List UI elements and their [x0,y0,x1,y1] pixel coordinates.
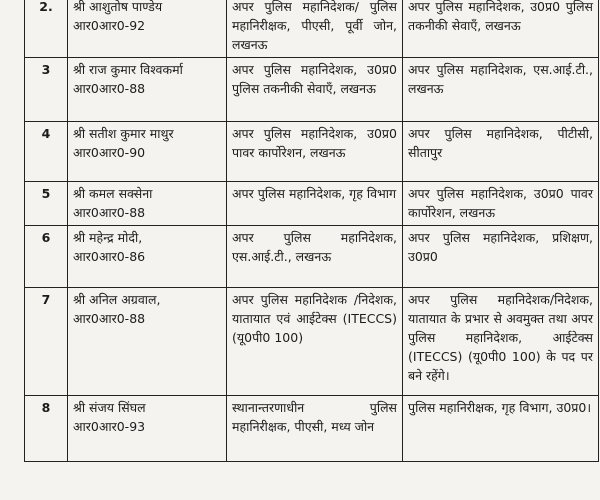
officer-name: श्री कमल सक्सेना [73,186,153,201]
officer-cell [68,122,227,182]
current-posting: अपर पुलिस महानिदेशक, एस.आई.टी., लखनऊ [227,226,403,288]
new-posting: अपर पुलिस महानिदेशक, प्रशिक्षण, उ0प्र0 [403,226,599,288]
officer-name: श्री आशुतोष पाण्डेय [73,0,163,14]
officer-transfer-table [24,0,599,462]
table-row [25,226,599,288]
officer-cell [68,396,227,462]
current-posting: अपर पुलिस महानिदेशक, उ0प्र0 पुलिस तकनीकी सेवाएँ, लखनऊ [227,58,403,122]
serial-number: 5 [25,182,68,226]
serial-number: 7 [25,288,68,396]
officer-name: श्री संजय सिंघल [73,400,146,415]
current-posting: अपर पुलिस महानिदेशक /निदेशक, यातायात एवं आईटेक्स (ITECCS) (यू0पी0 100) [227,288,403,396]
current-posting: अपर पुलिस महानिदेशक, गृह विभाग [227,182,403,226]
table-row [25,288,599,396]
table-row [25,58,599,122]
officer-cell [68,0,227,58]
batch-code: आर0आर0-93 [73,419,146,434]
serial-number: 8 [25,396,68,462]
officer-name: श्री राज कुमार विश्वकर्मा [73,62,183,77]
new-posting: अपर पुलिस महानिदेशक, उ0प्र0 पावर कार्पोरेशन, लखनऊ [403,182,599,226]
new-posting: अपर पुलिस महानिदेशक, एस.आई.टी., लखनऊ [403,58,599,122]
current-posting: अपर पुलिस महानिदेशक, उ0प्र0 पावर कार्पोरेशन, लखनऊ [227,122,403,182]
serial-number: 4 [25,122,68,182]
new-posting: अपर पुलिस महानिदेशक, पीटीसी, सीतापुर [403,122,599,182]
serial-number: 2. [25,0,68,58]
new-posting: अपर पुलिस महानिदेशक, उ0प्र0 पुलिस तकनीकी सेवाएँ, लखनऊ [403,0,599,58]
table-row [25,122,599,182]
batch-code: आर0आर0-92 [73,18,146,33]
officer-name: श्री अनिल अग्रवाल, [73,292,161,307]
serial-number: 3 [25,58,68,122]
new-posting: पुलिस महानिरीक्षक, गृह विभाग, उ0प्र0। [403,396,599,462]
officer-cell [68,58,227,122]
officer-cell [68,182,227,226]
officer-cell [68,226,227,288]
batch-code: आर0आर0-88 [73,81,146,96]
table-row [25,396,599,462]
officer-cell [68,288,227,396]
table-row [25,0,599,58]
current-posting: स्थानान्तरणाधीन पुलिस महानिरीक्षक, पीएसी, मध्य जोन [227,396,403,462]
batch-code: आर0आर0-88 [73,311,146,326]
officer-name: श्री महेन्द्र मोदी, [73,230,143,245]
batch-code: आर0आर0-88 [73,205,146,220]
officer-name: श्री सतीश कुमार माथुर [73,126,174,141]
batch-code: आर0आर0-90 [73,145,146,160]
table-row [25,182,599,226]
batch-code: आर0आर0-86 [73,249,146,264]
serial-number: 6 [25,226,68,288]
current-posting: अपर पुलिस महानिदेशक/ पुलिस महानिरीक्षक, पीएसी, पूर्वी जोन, लखनऊ [227,0,403,58]
new-posting: अपर पुलिस महानिदेशक/निदेशक, यातायात के प्रभार से अवमुक्त तथा अपर पुलिस महानिदेशक, आईटेक्स (ITECCS) (यू0पी0 100) के पद पर बने रहेंगे। [403,288,599,396]
